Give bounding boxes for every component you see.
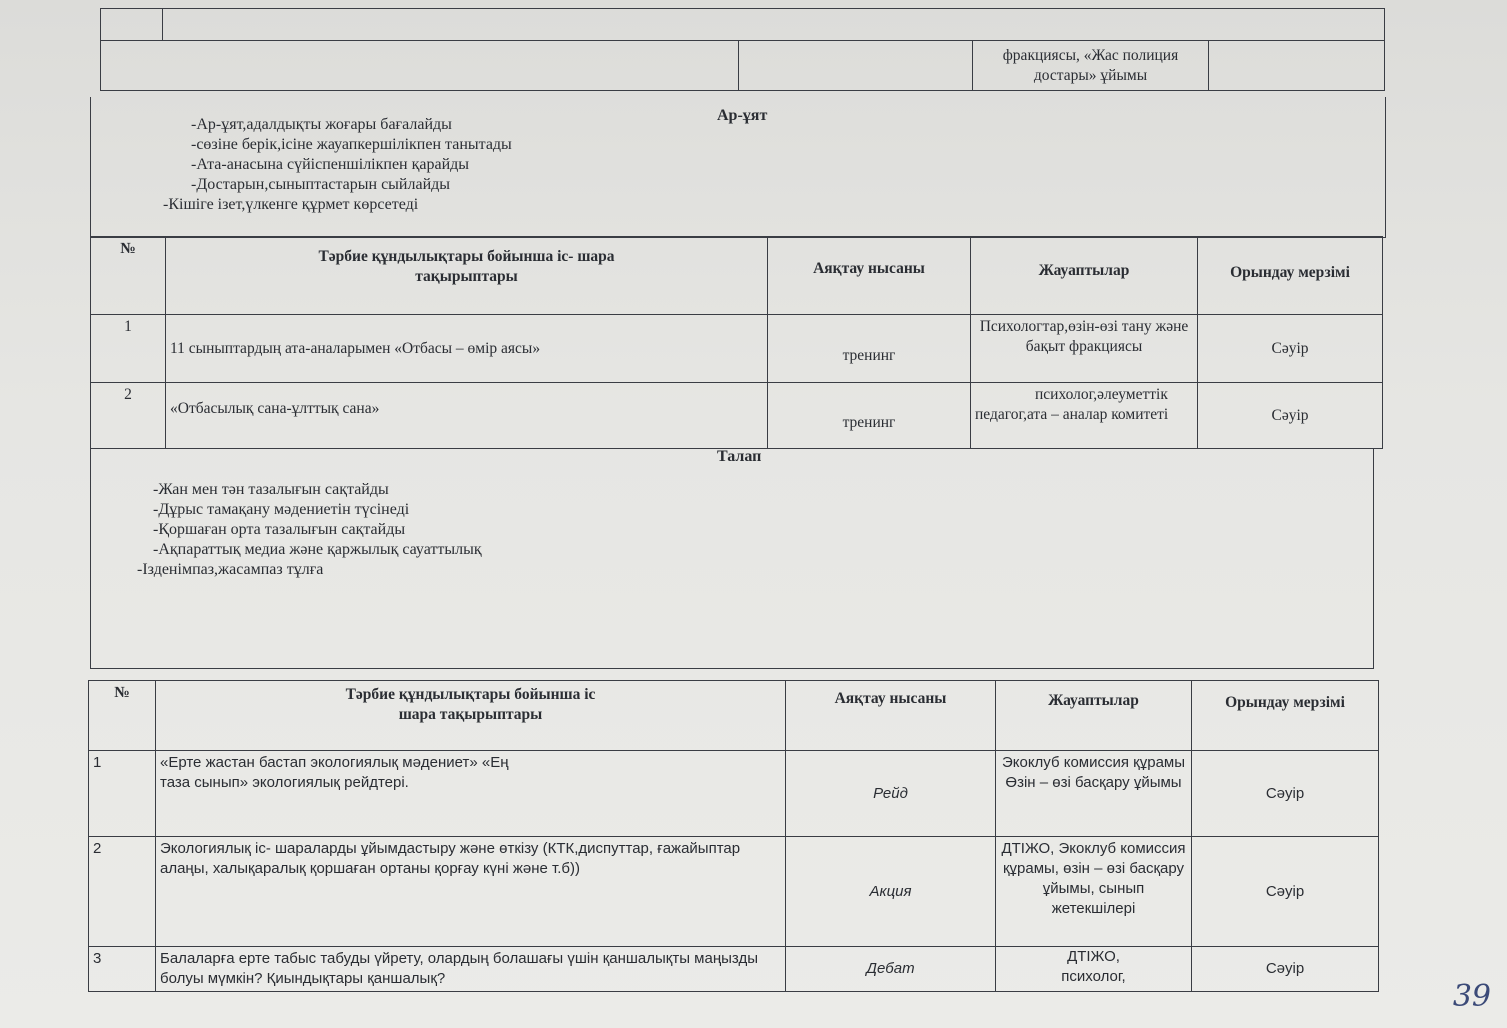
header-form: Аяқтау нысаны [786, 681, 996, 751]
table-row [89, 947, 1379, 992]
table-row [91, 315, 1383, 383]
table-row [89, 837, 1379, 947]
header-topic: Тәрбие құндылықтары бойынша іс шара тақырыптары [156, 681, 786, 751]
table-row [91, 383, 1383, 449]
header-term: Орындау мерзімі [1192, 681, 1379, 751]
row-topic: 11 сыныптардың ата-аналарымен «Отбасы – өмір аясы» [166, 315, 768, 383]
aryat-item: -сөзіне берік,ісіне жауапкершілікпен танытады [191, 136, 512, 153]
top-table [100, 8, 1385, 91]
header-form: Аяқтау нысаны [768, 237, 971, 315]
aryat-item: -Кішіге ізет,үлкенге құрмет көрсетеді [163, 196, 419, 213]
top-cell-3 [101, 41, 739, 91]
talap-heading: Талап [717, 448, 762, 465]
row-form: тренинг [768, 315, 971, 383]
aryat-list [163, 115, 512, 215]
row-form: тренинг [768, 383, 971, 449]
row-form: Рейд [786, 751, 996, 837]
talap-item: -Қоршаған орта тазалығын сақтайды [153, 521, 406, 538]
row-responsible: ДТІЖО, психолог, [996, 947, 1192, 992]
row-number: 1 [89, 751, 156, 837]
talap-item: -Ізденімпаз,жасампаз тұлға [137, 561, 324, 578]
header-topic: Тәрбие құндылықтары бойынша іс- шара тақырыптары [166, 237, 768, 315]
row-topic: Экологиялық іс- шараларды ұйымдастыру және өткізу (КТК,диспуттар, ғажайыптар алаңы, халықаралық қоршаған ортаны қорғау күні және т.б)) [156, 837, 786, 947]
header-term: Орындау мерзімі [1198, 237, 1383, 315]
top-cell-text: фракциясы, «Жас полиция достары» ұйымы [973, 41, 1209, 91]
talap-item: -Ақпараттық медиа және қаржылық сауаттылық [153, 541, 482, 558]
row-responsible: ДТІЖО, Экоклуб комиссия құрамы, өзін – өзі басқару ұйымы, сынып жетекшілері [996, 837, 1192, 947]
row-responsible: Психологтар,өзін-өзі тану және бақыт фракциясы [971, 315, 1198, 383]
top-cell-1 [101, 9, 163, 41]
header-responsible: Жауаптылар [971, 237, 1198, 315]
row-topic: «Отбасылық сана-ұлттық сана» [166, 383, 768, 449]
talap-item: -Дұрыс тамақану мәдениетін түсінеді [153, 501, 410, 518]
aryat-item: -Достарын,сыныптастарын сыйлайды [191, 176, 451, 193]
row-term: Сәуір [1198, 315, 1383, 383]
top-cell-5 [1209, 41, 1385, 91]
row-responsible: психолог,әлеуметтік педагог,ата – аналар комитеті [971, 383, 1198, 449]
row-term: Сәуір [1192, 751, 1379, 837]
row-term: Сәуір [1192, 837, 1379, 947]
row-form: Акция [786, 837, 996, 947]
header-responsible: Жауаптылар [996, 681, 1192, 751]
row-number: 2 [91, 383, 166, 449]
values-table-2 [88, 680, 1379, 992]
talap-section [90, 448, 1374, 669]
row-topic: Балаларға ерте табыс табуды үйрету, олардың болашағы үшін қаншалықты маңызды болуы мүмкін? Қиындықтары қаншалық? [156, 947, 786, 992]
row-term: Сәуір [1198, 383, 1383, 449]
aryat-item: -Ата-анасына сүйіспеншілікпен қарайды [191, 156, 470, 173]
row-form: Дебат [786, 947, 996, 992]
aryat-section [90, 97, 1386, 238]
row-responsible: Экоклуб комиссия құрамы Өзін – өзі басқару ұйымы [996, 751, 1192, 837]
talap-list [137, 480, 482, 580]
row-number: 2 [89, 837, 156, 947]
header-number: № [89, 681, 156, 751]
page-number: 39 [1452, 979, 1491, 1014]
row-number: 3 [89, 947, 156, 992]
row-topic: «Ерте жастан бастап экологиялық мәдениет» «Ең таза сынып» экологиялық рейдтері. [156, 751, 786, 837]
row-term: Сәуір [1192, 947, 1379, 992]
values-table-1 [90, 236, 1383, 449]
aryat-item: -Ар-ұят,адалдықты жоғары бағалайды [191, 116, 452, 133]
row-number: 1 [91, 315, 166, 383]
aryat-heading: Ар-ұят [717, 107, 768, 124]
header-number: № [91, 237, 166, 315]
talap-item: -Жан мен тән тазалығын сақтайды [153, 481, 389, 498]
top-cell-2 [163, 9, 1385, 41]
table-row [89, 751, 1379, 837]
top-cell-4 [739, 41, 973, 91]
